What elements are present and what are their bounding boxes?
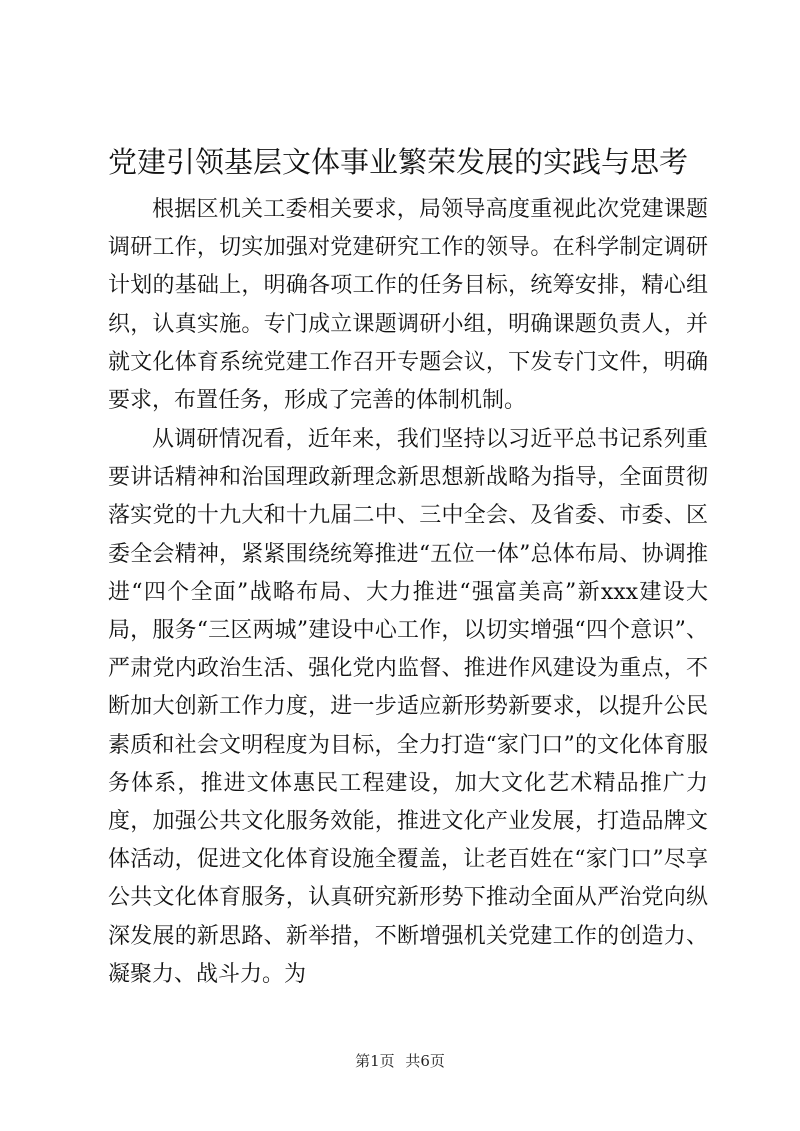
paragraph-2: 从调研情况看，近年来，我们坚持以习近平总书记系列重要讲话精神和治国理政新理念新思想新战略为指导，全面贯彻落实党的十九大和十九届二中、三中全会、及省委、市委、区委全会精神，紧紧围绕统筹推进“五位一体”总体布局、协调推进“四个全面”战略布局、大力推进“强富美高”新xxx建设大局，服务“三区两城”建设中心工作，以切实增强“四个意识”、严肃党内政治生活、强化党内监督、推进作风建设为重点，不断加大创新工作力度，进一步适应新形势新要求，以提升公民素质和社会文明程度为目标，全力打造“家门口”的文化体育服务体系，推进文体惠民工程建设，加大文化艺术精品推广力度，加强公共文化服务效能，推进文化产业发展，打造品牌文体活动，促进文化体育设施全覆盖，让老百姓在“家门口”尽享公共文化体育服务，认真研究新形势下推动全面从严治党向纵深发展的新思路、新举措，不断增强机关党建工作的创造力、凝聚力、战斗力。为 xyxy=(108,427,708,987)
page-footer xyxy=(0,1051,800,1071)
page-number: 第1页 xyxy=(355,1052,395,1070)
paragraph-1: 根据区机关工委相关要求，局领导高度重视此次党建课题调研工作，切实加强对党建研究工作的领导。在科学制定调研计划的基础上，明确各项工作的任务目标，统筹安排，精心组织，认真实施。专门成立课题调研小组，明确课题负责人，并就文化体育系统党建工作召开专题会议，下发专门文件，明确要求，布置任务，形成了完善的体制机制。 xyxy=(108,197,708,414)
page-total: 共6页 xyxy=(405,1052,445,1070)
document-title: 党建引领基层文体事业繁荣发展的实践与思考 xyxy=(108,145,689,179)
